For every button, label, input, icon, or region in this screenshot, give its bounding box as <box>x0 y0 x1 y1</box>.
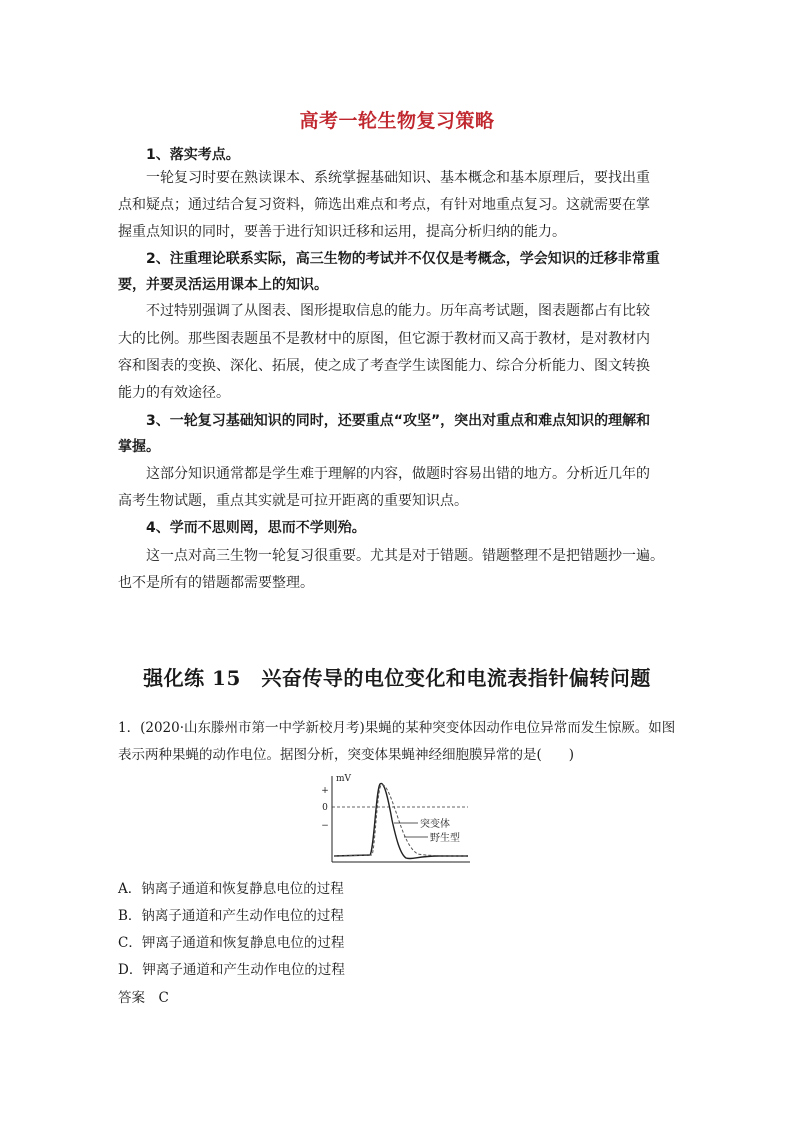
point-3-heading-line-1: 3、一轮复习基础知识的同时，还要重点“攻坚”，突出对重点和难点知识的理解和 <box>146 413 651 429</box>
document-title: 高考一轮生物复习策略 <box>299 110 495 132</box>
minus-label: − <box>321 821 329 831</box>
option-d: D．钾离子通道和产生动作电位的过程 <box>118 962 345 978</box>
action-potential-figure <box>318 770 478 870</box>
point-4-line-2: 也不是所有的错题都需要整理。 <box>118 575 314 591</box>
point-2-line-3: 容和图表的变换、深化、拓展，使之成了考查学生读图能力、综合分析能力、图文转换 <box>118 358 650 374</box>
plus-label: + <box>321 786 329 796</box>
point-2-line-4: 能力的有效途径。 <box>118 385 230 401</box>
section-title: 强化练 15 兴奋传导的电位变化和电流表指针偏转问题 <box>143 666 651 690</box>
point-3-line-2: 高考生物试题，重点其实就是可拉开距离的重要知识点。 <box>118 493 468 509</box>
question-1-line-1: 1．(2020·山东滕州市第一中学新校月考)果蝇的某种突变体因动作电位异常而发生惊厥。如图 <box>118 720 676 736</box>
point-2-heading-line-2: 要，并要灵活运用课本上的知识。 <box>118 277 328 293</box>
point-4-line-1: 这一点对高三生物一轮复习很重要。尤其是对于错题。错题整理不是把错题抄一遍。 <box>146 548 664 564</box>
point-1-line-3: 握重点知识的同时，要善于进行知识迁移和运用，提高分析归纳的能力。 <box>118 224 566 240</box>
point-1-heading: 1、落实考点。 <box>146 147 240 163</box>
y-unit-label: mV <box>336 774 352 784</box>
point-3-heading-line-2: 掌握。 <box>118 439 160 455</box>
option-b: B．钠离子通道和产生动作电位的过程 <box>118 908 344 924</box>
question-1-line-2: 表示两种果蝇的动作电位。据图分析，突变体果蝇神经细胞膜异常的是( ) <box>118 747 575 763</box>
point-2-heading-line-1: 2、注重理论联系实际，高三生物的考试并不仅仅是考概念，学会知识的迁移非常重 <box>146 251 660 267</box>
point-1-line-2: 点和疑点；通过结合复习资料，筛选出难点和考点，有针对地重点复习。这就需要在掌 <box>118 197 650 213</box>
point-4-heading: 4、学而不思则罔，思而不学则殆。 <box>146 520 366 536</box>
legend-wild-type: 野生型 <box>430 833 460 844</box>
point-1-line-1: 一轮复习时要在熟读课本、系统掌握基础知识、基本概念和基本原理后，要找出重 <box>146 170 650 186</box>
zero-label: 0 <box>322 803 328 813</box>
point-3-line-1: 这部分知识通常都是学生难于理解的内容，做题时容易出错的地方。分析近几年的 <box>146 466 650 482</box>
legend-mutant: 突变体 <box>420 819 450 830</box>
point-2-line-1: 不过特别强调了从图表、图形提取信息的能力。历年高考试题，图表题都占有比较 <box>146 303 650 319</box>
point-2-line-2: 大的比例。那些图表题虽不是教材中的原图，但它源于教材而又高于教材，是对教材内 <box>118 331 650 347</box>
option-a: A．钠离子通道和恢复静息电位的过程 <box>118 881 344 897</box>
option-c: C．钾离子通道和恢复静息电位的过程 <box>118 935 345 951</box>
answer: 答案 C <box>118 990 169 1006</box>
